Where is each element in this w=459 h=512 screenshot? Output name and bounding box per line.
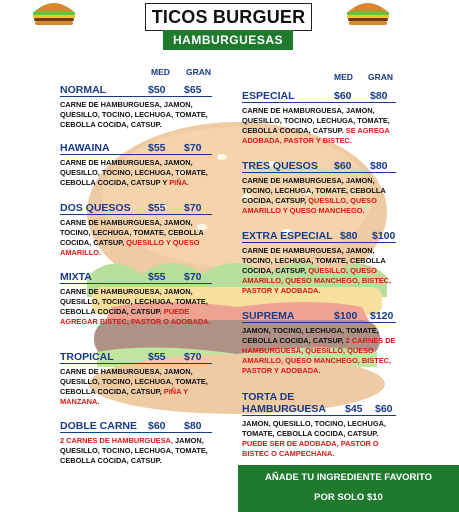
menu-item xyxy=(242,90,396,146)
item-price-med: $45 xyxy=(345,403,363,415)
item-description: CARNE DE HAMBURGUESA, JAMON, QUESILLO, TOCINO, LECHUGA, TOMATE, CEBOLLA COCIDA, CATSUP, PIÑA Y MANZANA. xyxy=(60,367,208,406)
title-box xyxy=(145,3,312,31)
item-header xyxy=(242,90,396,103)
menu-item xyxy=(242,230,396,296)
item-price-med: $50 xyxy=(148,84,166,96)
item-name: MIXTA xyxy=(60,271,92,283)
item-name: EXTRA ESPECIAL xyxy=(242,230,333,242)
menu-item xyxy=(60,351,212,407)
item-price-gran: $80 xyxy=(370,160,388,172)
item-header xyxy=(242,403,396,416)
item-header xyxy=(242,230,396,243)
size-label-med: MED xyxy=(334,72,353,82)
item-price-gran: $70 xyxy=(184,202,202,214)
size-label-med: MED xyxy=(151,67,170,77)
item-description: CARNE DE HAMBURGUESA, JAMON, QUESILLO, TOCINO, LECHUGA, TOMATE, CEBOLLA COCIDA, CATSUP. SE AGREGA ADOBADA, PASTOR Y BISTEC. xyxy=(242,106,390,145)
size-label-gran: GRAN xyxy=(368,72,394,82)
item-price-med: $55 xyxy=(148,271,166,283)
item-price-med: $60 xyxy=(334,160,352,172)
item-description: JAMON, QUESILLO, TOCINO, LECHUGA, TOMATE, CEBOLLA COCIDA, CATSUP. PUEDE SER DE ADOBADA, PASTOR O BISTEC O CAMPECHANA. xyxy=(242,419,386,458)
item-description: CARNE DE HAMBURGUESA, JAMON, TOCINO, LECHUGA, TOMATE, CEBOLLA COCIDA, CATSUP, QUESILLO, QUESO AMARILLO Y QUESO MANCHEGO. xyxy=(242,176,386,215)
item-header xyxy=(60,142,212,155)
item-description: CARNE DE HAMBURGUESA, JAMON, QUESILLO, TOCINO, LECHUGA, TOMATE, CEBOLLA COCIDA, CATSUP. PUEDE AGREGAR BISTEC, PASTOR O ADOBADA. xyxy=(60,287,211,326)
item-header xyxy=(60,271,212,284)
item-price-gran: $120 xyxy=(370,310,394,322)
item-name: SUPREMA xyxy=(242,310,295,322)
item-name-line1: TORTA DE xyxy=(242,391,295,403)
footer-line1: AÑADE TU INGREDIENTE FAVORITO xyxy=(265,472,432,483)
item-price-med: $80 xyxy=(340,230,358,242)
item-name: ESPECIAL xyxy=(242,90,295,102)
page-subtitle: HAMBURGUESAS xyxy=(172,33,283,47)
item-price-med: $55 xyxy=(148,142,166,154)
item-header xyxy=(60,351,212,364)
item-description: CARNE DE HAMBURGUESA, JAMON, QUESILLO, TOCINO, LECHUGA, TOMATE, CEBOLLA COCIDA, CATSUP Y PIÑA. xyxy=(60,158,208,187)
item-price-med: $60 xyxy=(148,420,166,432)
item-price-gran: $70 xyxy=(184,271,202,283)
item-name: HAWAINA xyxy=(60,142,110,154)
item-description: CARNE DE HAMBURGUESA, JAMON, QUESILLO, TOCINO, LECHUGA, TOMATE, CEBOLLA COCIDA, CATSUP. xyxy=(60,100,208,129)
menu-item xyxy=(60,271,212,327)
item-header xyxy=(242,391,396,403)
item-name: DOBLE CARNE xyxy=(60,420,138,432)
menu-item xyxy=(60,84,212,130)
item-price-gran: $60 xyxy=(375,403,393,415)
item-header xyxy=(242,310,396,323)
item-price-gran: $100 xyxy=(372,230,396,242)
size-label-gran: GRAN xyxy=(186,67,212,77)
item-price-gran: $80 xyxy=(184,420,202,432)
item-price-gran: $70 xyxy=(184,142,202,154)
item-header xyxy=(60,420,212,433)
item-description: CARNE DE HAMBURGUESA, JAMON, TOCINO, LECHUGA, TOMATE, CEBOLLA COCIDA, CATSUP, QUESILLO Y QUESO AMARILLO. xyxy=(60,218,204,257)
item-price-med: $55 xyxy=(148,351,166,363)
burger-icon xyxy=(344,0,392,26)
item-price-med: $60 xyxy=(334,90,352,102)
burger-icon xyxy=(30,0,78,26)
item-name: TRES QUESOS xyxy=(242,160,318,172)
item-name: NORMAL xyxy=(60,84,107,96)
menu-item xyxy=(242,160,396,216)
item-description: 2 CARNES DE HAMBURGUESA, JAMON, QUESILLO, TOCINO, LECHUGA, TOMATE, CEBOLLA COCIDA, CATSUP. xyxy=(60,436,208,465)
item-description: JAMON, TOCINO, LECHUGA, TOMATE, CEBOLLA COCIDA, CATSUP, 2 CARNES DE HAMBURGUESA, QUESILLO, QUESO AMARILLO, QUESO MANCHEGO, BISTEC, PASTOR Y ADOBADA. xyxy=(242,326,396,375)
subtitle-banner xyxy=(163,30,293,50)
menu-item xyxy=(60,202,212,258)
footer-line2: POR SOLO $10 xyxy=(314,492,383,503)
item-price-gran: $65 xyxy=(184,84,202,96)
menu-item xyxy=(242,391,396,459)
item-description: CARNE DE HAMBURGUESA, JAMON, TOCINO, LECHUGA, TOMATE, CEBOLLA COCIDA, CATSUP, QUESILLO, QUESO AMARILLO, QUESO MANCHEGO, BISTEC, PASTOR Y ADOBADA. xyxy=(242,246,392,295)
item-price-gran: $70 xyxy=(184,351,202,363)
menu-item xyxy=(242,310,396,376)
footer-banner xyxy=(238,465,459,512)
item-price-med: $55 xyxy=(148,202,166,214)
item-name: DOS QUESOS xyxy=(60,202,131,214)
page-title: TICOS BURGUER xyxy=(151,6,306,27)
item-name: TROPICAL xyxy=(60,351,114,363)
item-price-med: $100 xyxy=(334,310,358,322)
menu-item xyxy=(60,420,212,466)
item-header xyxy=(60,202,212,215)
menu-item xyxy=(60,142,212,188)
item-header xyxy=(242,160,396,173)
item-price-gran: $80 xyxy=(370,90,388,102)
item-header xyxy=(60,84,212,97)
item-name-line2: HAMBURGUESA xyxy=(242,403,326,415)
